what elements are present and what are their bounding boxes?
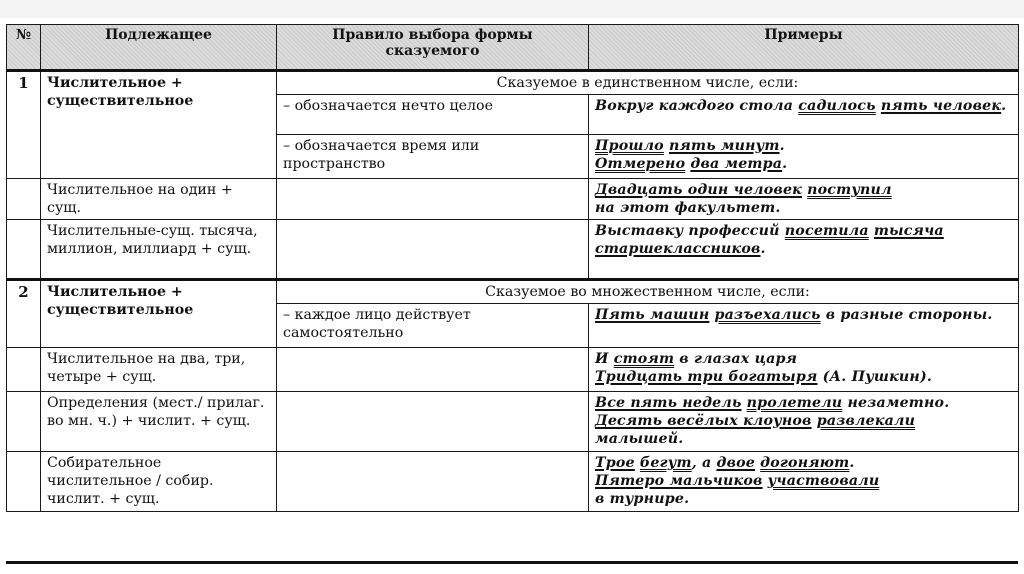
subject-underlined: пять минут [669, 138, 780, 154]
example-text: . [1001, 98, 1007, 114]
header-subject: Подлежащее [41, 25, 277, 71]
predicate-underlined: Прошло [595, 138, 664, 154]
table-row [7, 220, 1019, 280]
group-2-number: 2 [7, 280, 41, 348]
predicate-underlined: разъехались [714, 307, 821, 323]
subject-cell [41, 220, 277, 280]
num-empty-cell [7, 348, 41, 392]
example-text: . [779, 138, 785, 154]
example-text: в турнире. [595, 491, 690, 507]
group-2-span-row [7, 280, 1019, 304]
subject-underlined: Трое [595, 455, 635, 471]
example-text: И [595, 351, 614, 367]
group-1-span-row [7, 71, 1019, 95]
predicate-underlined: участвовали [767, 473, 880, 489]
example-cell [589, 304, 1019, 348]
rule-cell: – обозначается время или пространство [277, 135, 589, 179]
subject-cell: Определения (мест./ прилаг. во мн. ч.) + числит. + сущ. [41, 392, 277, 452]
example-cell [589, 348, 1019, 392]
example-cell [589, 179, 1019, 220]
header-row [7, 25, 1019, 71]
header-rule: Правило выбора формы сказуемого [277, 25, 589, 71]
subject-underlined: пять человек [880, 98, 1002, 114]
rule-empty-cell [277, 348, 589, 392]
predicate-underlined: догоняют [760, 455, 850, 471]
example-text: в разные стороны. [820, 307, 993, 323]
example-text: на этот факультет. [595, 200, 781, 216]
example-cell [589, 392, 1019, 452]
subject-underlined: Тридцать три богатыря [595, 369, 818, 385]
predicate-underlined: посетила [784, 223, 869, 239]
bottom-rule [6, 561, 1018, 564]
rule-empty-cell [277, 179, 589, 220]
example-text: (А. Пушкин). [817, 369, 932, 385]
subject-underlined: Все пять недель [595, 395, 742, 411]
predicate-underlined: стоят [613, 351, 675, 367]
example-text: . [782, 156, 788, 172]
subject-underlined: Пять машин [595, 307, 710, 323]
predicate-underlined: бегут [639, 455, 692, 471]
table-row [7, 179, 1019, 220]
header-num: № [7, 25, 41, 71]
grammar-table [6, 24, 1019, 512]
subject-cell: Числительное на один + сущ. [41, 179, 277, 220]
table-row [7, 392, 1019, 452]
example-text: в глазах царя [674, 351, 798, 367]
example-text: малышей. [595, 431, 684, 447]
group-1-subject: Числительное + существительное [41, 71, 277, 179]
subject-text: Числительные-сущ. тысяча, миллион, миллиард + сущ. [47, 223, 258, 257]
table-row [7, 452, 1019, 512]
top-strip [0, 0, 1024, 18]
subject-underlined: Десять весёлых клоунов [595, 413, 812, 429]
example-cell [589, 220, 1019, 280]
example-cell [589, 452, 1019, 512]
group-2-subject: Числительное + существительное [41, 280, 277, 348]
rule-cell: – каждое лицо действует самостоятельно [277, 304, 589, 348]
num-empty-cell [7, 179, 41, 220]
num-empty-cell [7, 452, 41, 512]
example-cell [589, 95, 1019, 135]
rule-cell: – обозначается нечто целое [277, 95, 589, 135]
subject-underlined: Двадцать один человек [595, 182, 802, 198]
subject-underlined: двое [716, 455, 755, 471]
example-text: . [760, 241, 766, 257]
table-row [7, 348, 1019, 392]
example-text: . [849, 455, 855, 471]
example-cell [589, 135, 1019, 179]
rule-empty-cell [277, 452, 589, 512]
subject-underlined: два метра [690, 156, 783, 172]
example-text: Выставку профессий [595, 223, 785, 239]
predicate-underlined: пролетели [746, 395, 843, 411]
num-empty-cell [7, 220, 41, 280]
subject-cell: Собирательное числительное / собир. числит. + сущ. [41, 452, 277, 512]
example-text: , а [691, 455, 717, 471]
rule-empty-cell [277, 392, 589, 452]
group-2-span-rule: Сказуемое во множественном числе, если: [277, 280, 1019, 304]
rule-empty-cell [277, 220, 589, 280]
predicate-underlined: садилось [798, 98, 876, 114]
subject-underlined: Пятеро мальчиков [595, 473, 763, 489]
subject-cell: Числительное на два, три, четыре + сущ. [41, 348, 277, 392]
predicate-underlined: развлекали [816, 413, 916, 429]
header-examples: Примеры [589, 25, 1019, 71]
predicate-underlined: поступил [807, 182, 892, 198]
example-text: незаметно. [842, 395, 950, 411]
predicate-underlined: Отмерено [595, 156, 686, 172]
subject-underlined: тысяча старшеклассников [595, 223, 944, 257]
group-1-number: 1 [7, 71, 41, 179]
num-empty-cell [7, 392, 41, 452]
example-text: Вокруг каждого стола [595, 98, 799, 114]
group-1-span-rule: Сказуемое в единственном числе, если: [277, 71, 1019, 95]
